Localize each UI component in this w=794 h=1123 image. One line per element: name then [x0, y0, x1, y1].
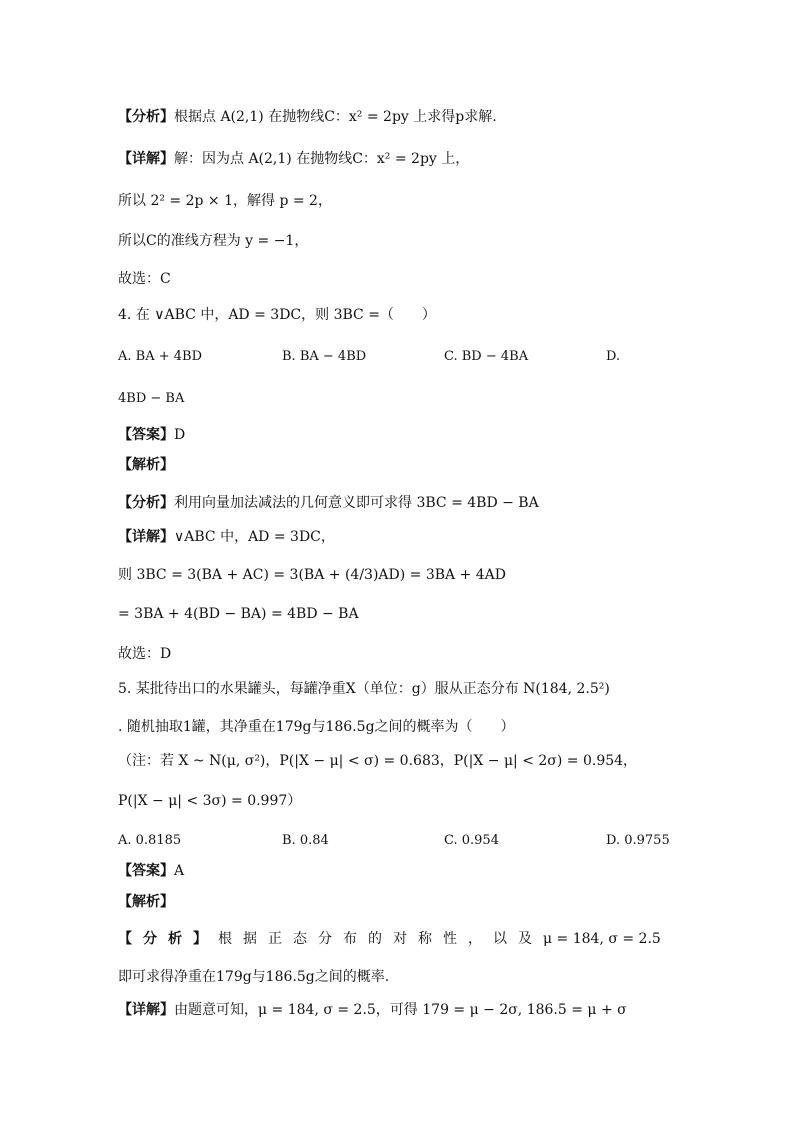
question-5-line-2: . 随机抽取1罐，其净重在179g与186.5g之间的概率为（ ）: [118, 719, 515, 735]
q5-option-c: C. 0.954: [444, 833, 499, 848]
question-5-note-1: （注：若 X ~ N(μ, σ²)，P(|X − μ| < σ) = 0.683，P(|X − μ| < 2σ) = 0.954，: [118, 753, 638, 769]
analysis-label: 【分析】: [118, 931, 218, 947]
detail-5: [118, 1000, 627, 1020]
q5-option-d: D. 0.9755: [606, 833, 670, 848]
answer-label: 【答案】: [118, 863, 174, 879]
analysis-label: 【分析】: [118, 109, 174, 125]
answer-label: 【答案】: [118, 427, 174, 443]
detail-label: 【详解】: [118, 151, 174, 167]
analysis-math: μ = 184, σ = 2.5: [543, 931, 661, 947]
detail-line-2: 所以 2² = 2p × 1，解得 p = 2，: [118, 193, 332, 209]
answer-value: D: [174, 427, 186, 443]
answer-5: [118, 861, 184, 881]
analysis-label: 【分析】: [118, 495, 174, 511]
detail-4-line-3: = 3BA + 4(BD − BA) = 4BD − BA: [118, 606, 359, 622]
analysis-text: 利用向量加法减法的几何意义即可求得 3BC = 4BD − BA: [174, 495, 539, 511]
answer-4: [118, 425, 185, 445]
analysis-line-1: [118, 107, 497, 127]
q4-option-a: A. BA + 4BD: [118, 349, 202, 364]
q5-option-a: A. 0.8185: [118, 833, 182, 848]
detail-line-1: [118, 149, 469, 169]
q4-option-d: D.: [606, 349, 621, 364]
analysis-text: 根据正态分布的对称性，以及: [218, 931, 543, 947]
detail-line-3: 所以C的准线方程为 y = −1，: [118, 233, 309, 249]
question-4: 4. 在 ∨ABC 中，AD = 3DC，则 3BC =（ ）: [118, 307, 436, 323]
q4-option-c: C. BD − 4BA: [444, 349, 529, 364]
detail-label: 【详解】: [118, 529, 174, 545]
choice-4: 故选：D: [118, 646, 172, 662]
question-5: 5. 某批待出口的水果罐头，每罐净重X（单位：g）服从正态分布 N(184, 2.5²): [118, 681, 610, 697]
explanation-heading-4: 【解析】: [118, 457, 174, 473]
q5-option-b: B. 0.84: [282, 833, 329, 848]
analysis-5-line-2: 即可求得净重在179g与186.5g之间的概率.: [118, 969, 390, 985]
detail-4-line-2: 则 3BC = 3(BA + AC) = 3(BA + (4/3)AD) = 3BA + 4AD: [118, 567, 507, 583]
detail-text: 解：因为点 A(2,1) 在抛物线C：x² = 2py 上，: [174, 151, 470, 167]
question-5-note-2: P(|X − μ| < 3σ) = 0.997）: [118, 793, 302, 809]
detail-label: 【详解】: [118, 1002, 174, 1018]
q4-option-d-content: 4BD − BA: [118, 391, 185, 406]
choice-line: 故选：C: [118, 271, 171, 287]
analysis-text: 根据点 A(2,1) 在抛物线C：x² = 2py 上求得p求解.: [174, 109, 497, 125]
answer-value: A: [174, 863, 185, 879]
detail-text: ∨ABC 中，AD = 3DC，: [174, 529, 335, 545]
detail-4: [118, 527, 335, 547]
explanation-heading-5: 【解析】: [118, 894, 174, 910]
q4-option-b: B. BA − 4BD: [282, 349, 367, 364]
analysis-5: [118, 929, 661, 949]
detail-text: 由题意可知，μ = 184, σ = 2.5，可得 179 = μ − 2σ, 186.5 = μ + σ: [174, 1002, 627, 1018]
analysis-4: [118, 493, 539, 513]
